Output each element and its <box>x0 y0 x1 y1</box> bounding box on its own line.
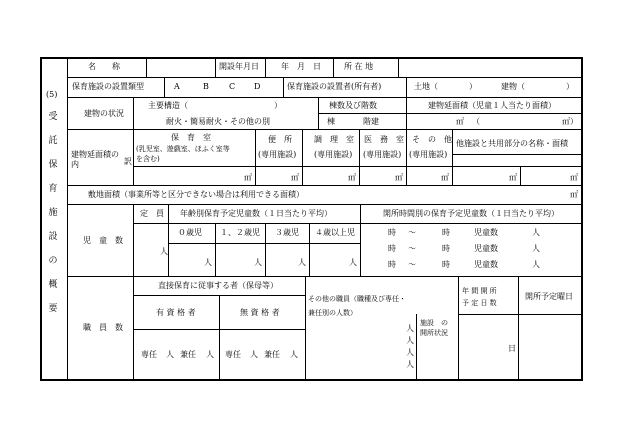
nursery-room-detail-2: を含む) <box>136 155 160 163</box>
facility-type-label: 保育施設の設置類型 <box>72 82 144 91</box>
age-3: ３歳児 <box>275 228 299 237</box>
floor-area-unit: ㎡ <box>456 117 464 126</box>
qualified-parttime: 兼任 <box>180 350 196 359</box>
other-staff-label-2: 兼任別の人数） <box>308 309 357 317</box>
toilet-exclusive: (専用施設) <box>258 150 297 159</box>
other-unit: ㎡ <box>441 173 449 182</box>
floors-label: 棟数及び階数 <box>329 101 377 110</box>
age-4-plus: ４歳以上児 <box>315 228 355 237</box>
qualified-parttime-unit: 人 <box>206 350 214 359</box>
medical-label: 医 務 室 <box>364 135 404 144</box>
section-title: 受 託 保 育 施 設 の 概 要 <box>48 112 58 314</box>
section-marker: (5) <box>46 90 58 99</box>
open-weekday-label: 開所予定曜日 <box>525 292 573 301</box>
capacity-label: 定 員 <box>140 209 164 218</box>
type-option-b: B <box>203 82 209 91</box>
operation-status-label: 施設 の <box>420 319 448 327</box>
children-by-age-label: 年齢別保育予定児童数（１日当たり平均） <box>180 209 332 218</box>
per-child-close: ㎡） <box>562 117 578 126</box>
floor-area-label: 建物延面積（児童１人当たり面積） <box>428 101 556 110</box>
children-by-hour-label: 開所時間別の保育予定児童数（１日当たり平均） <box>383 209 559 218</box>
toilet-unit: ㎡ <box>291 173 299 182</box>
unqualified-parttime-unit: 人 <box>290 350 298 359</box>
qualified-label: 有 資 格 者 <box>156 308 196 317</box>
medical-unit: ㎡ <box>395 173 403 182</box>
other-room-label: そ の 他 <box>412 135 452 144</box>
building-unit: 棟 <box>327 117 335 126</box>
cooking-unit: ㎡ <box>348 173 356 182</box>
type-option-a: A <box>174 82 180 91</box>
site-area-unit: ㎡ <box>570 190 578 199</box>
cooking-label: 調 理 室 <box>314 135 354 144</box>
main-structure-label: 主要構造（ <box>148 101 188 110</box>
unqualified-fulltime: 専任 <box>225 350 241 359</box>
age-4-unit: 人 <box>349 258 357 267</box>
toilet-label: 便 所 <box>268 135 292 144</box>
type-option-d: D <box>254 82 261 91</box>
site-area-label: 敷地面積（事業所等と区分できない場合は利用できる面積） <box>88 190 304 199</box>
other-staff-label: その他の職員（職種及び専任・ <box>308 295 406 303</box>
other-exclusive: (専用施設) <box>409 150 448 159</box>
shared-unit-2: ㎡ <box>570 173 578 182</box>
main-structure-close: ） <box>274 101 282 110</box>
breakdown-label-2: 内 <box>71 160 79 169</box>
building-close: ） <box>566 82 574 91</box>
operation-status-label-2: 開所状況 <box>420 329 448 337</box>
opening-date-format: 年 月 日 <box>281 62 321 71</box>
annual-days-unit: 日 <box>508 344 516 353</box>
building-status-label: 建物の状況 <box>84 109 124 118</box>
unqualified-label: 無 資 格 者 <box>240 308 280 317</box>
nursery-room-detail: (乳児室、遊戯室、ほふく室等 <box>136 145 230 153</box>
age-0: ０歳児 <box>178 228 202 237</box>
children-label: 児 童 数 <box>83 236 123 245</box>
age-1-2: １、２歳児 <box>220 228 260 237</box>
floor-unit: 階建 <box>363 117 379 126</box>
name-label: 名 称 <box>88 62 120 71</box>
age-3-unit: 人 <box>298 258 306 267</box>
annual-days-label-2: 予 定 日 数 <box>462 299 497 307</box>
nursery-room-unit: ㎡ <box>244 173 252 182</box>
qualified-fulltime: 専任 <box>141 350 157 359</box>
facility-overview-form: (5) 受 託 保 育 施 設 の 概 要 名 称 開設年月日 年 月 日 所 在 地 保育施設の設置類型 A B C D 保育施設の設置者(所有者) 土地（ ） 建物（ ） 建物の状況 主要構造（ ） 耐火・簡易耐火・その他の別 棟数及び階数 棟 階建 建物延面積（児童１人当たり面積） ㎡ （ ㎡） 建物延面積の 内 訳 保 育 室 (乳児室、遊戯室、ほふく室等 を含む) 便 所 (専用施設) 調 理 室 (専用施設) 医 務 室 (専用施設) そ の 他 (専用施設) 他施設と共用部分の名称・面積 ㎡ ㎡ ㎡ ㎡ ㎡ ㎡ ㎡ 敷地面積（事業所等と区分できない場合は利用できる面積） ㎡ 児 童 数 定 員 人 年齢別保育予定児童数（１日当たり平均） 開所時間別の保育予定児童数（１日当たり平均） ０歳児 １、２歳児 ３歳児 ４歳以上児 人 人 人 人 時 〜 時 児童数 人 時 〜 時 児童数 人 時 〜 時 児童数 人 職 員 数 直接保育に従事する者（保母等） 有 資 格 者 無 資 格 者 専任 人 兼任 人 専任 人 兼任 人 その他の職員（職種及び専任・ 兼任別の人数） 人 人 人 人 施設 の 開所状況 年 間 開 所 予 定 日 数 開所予定曜日 日 <box>40 57 583 381</box>
breakdown-label-3: 訳 <box>124 157 132 166</box>
capacity-unit: 人 <box>160 247 168 256</box>
unqualified-fulltime-unit: 人 <box>250 350 258 359</box>
building-label: 建物（ <box>501 82 525 91</box>
fire-resistance-label: 耐火・簡易耐火・その他の別 <box>166 117 270 126</box>
age-1-2-unit: 人 <box>254 258 262 267</box>
other-staff-units: 人 人 人 人 <box>406 324 414 369</box>
direct-care-label: 直接保育に従事する者（保母等） <box>158 281 278 290</box>
land-label: 土地（ <box>414 82 438 91</box>
qualified-fulltime-unit: 人 <box>166 350 174 359</box>
land-close: ） <box>469 82 477 91</box>
medical-exclusive: (専用施設) <box>363 150 402 159</box>
nursery-room-label: 保 育 室 <box>171 133 211 142</box>
per-child-open: （ <box>472 117 480 126</box>
shared-area-label: 他施設と共用部分の名称・面積 <box>456 139 568 148</box>
shared-unit-1: ㎡ <box>509 173 517 182</box>
cooking-exclusive: (専用施設) <box>314 150 353 159</box>
location-label: 所 在 地 <box>344 62 374 71</box>
annual-days-label: 年 間 開 所 <box>462 287 497 295</box>
breakdown-label: 建物延面積の <box>71 150 119 159</box>
opening-date-label: 開設年月日 <box>219 62 259 71</box>
age-0-unit: 人 <box>204 258 212 267</box>
type-option-c: C <box>229 82 236 91</box>
staff-label: 職 員 数 <box>83 323 123 332</box>
unqualified-parttime: 兼任 <box>264 350 280 359</box>
owner-label: 保育施設の設置者(所有者) <box>287 82 382 91</box>
